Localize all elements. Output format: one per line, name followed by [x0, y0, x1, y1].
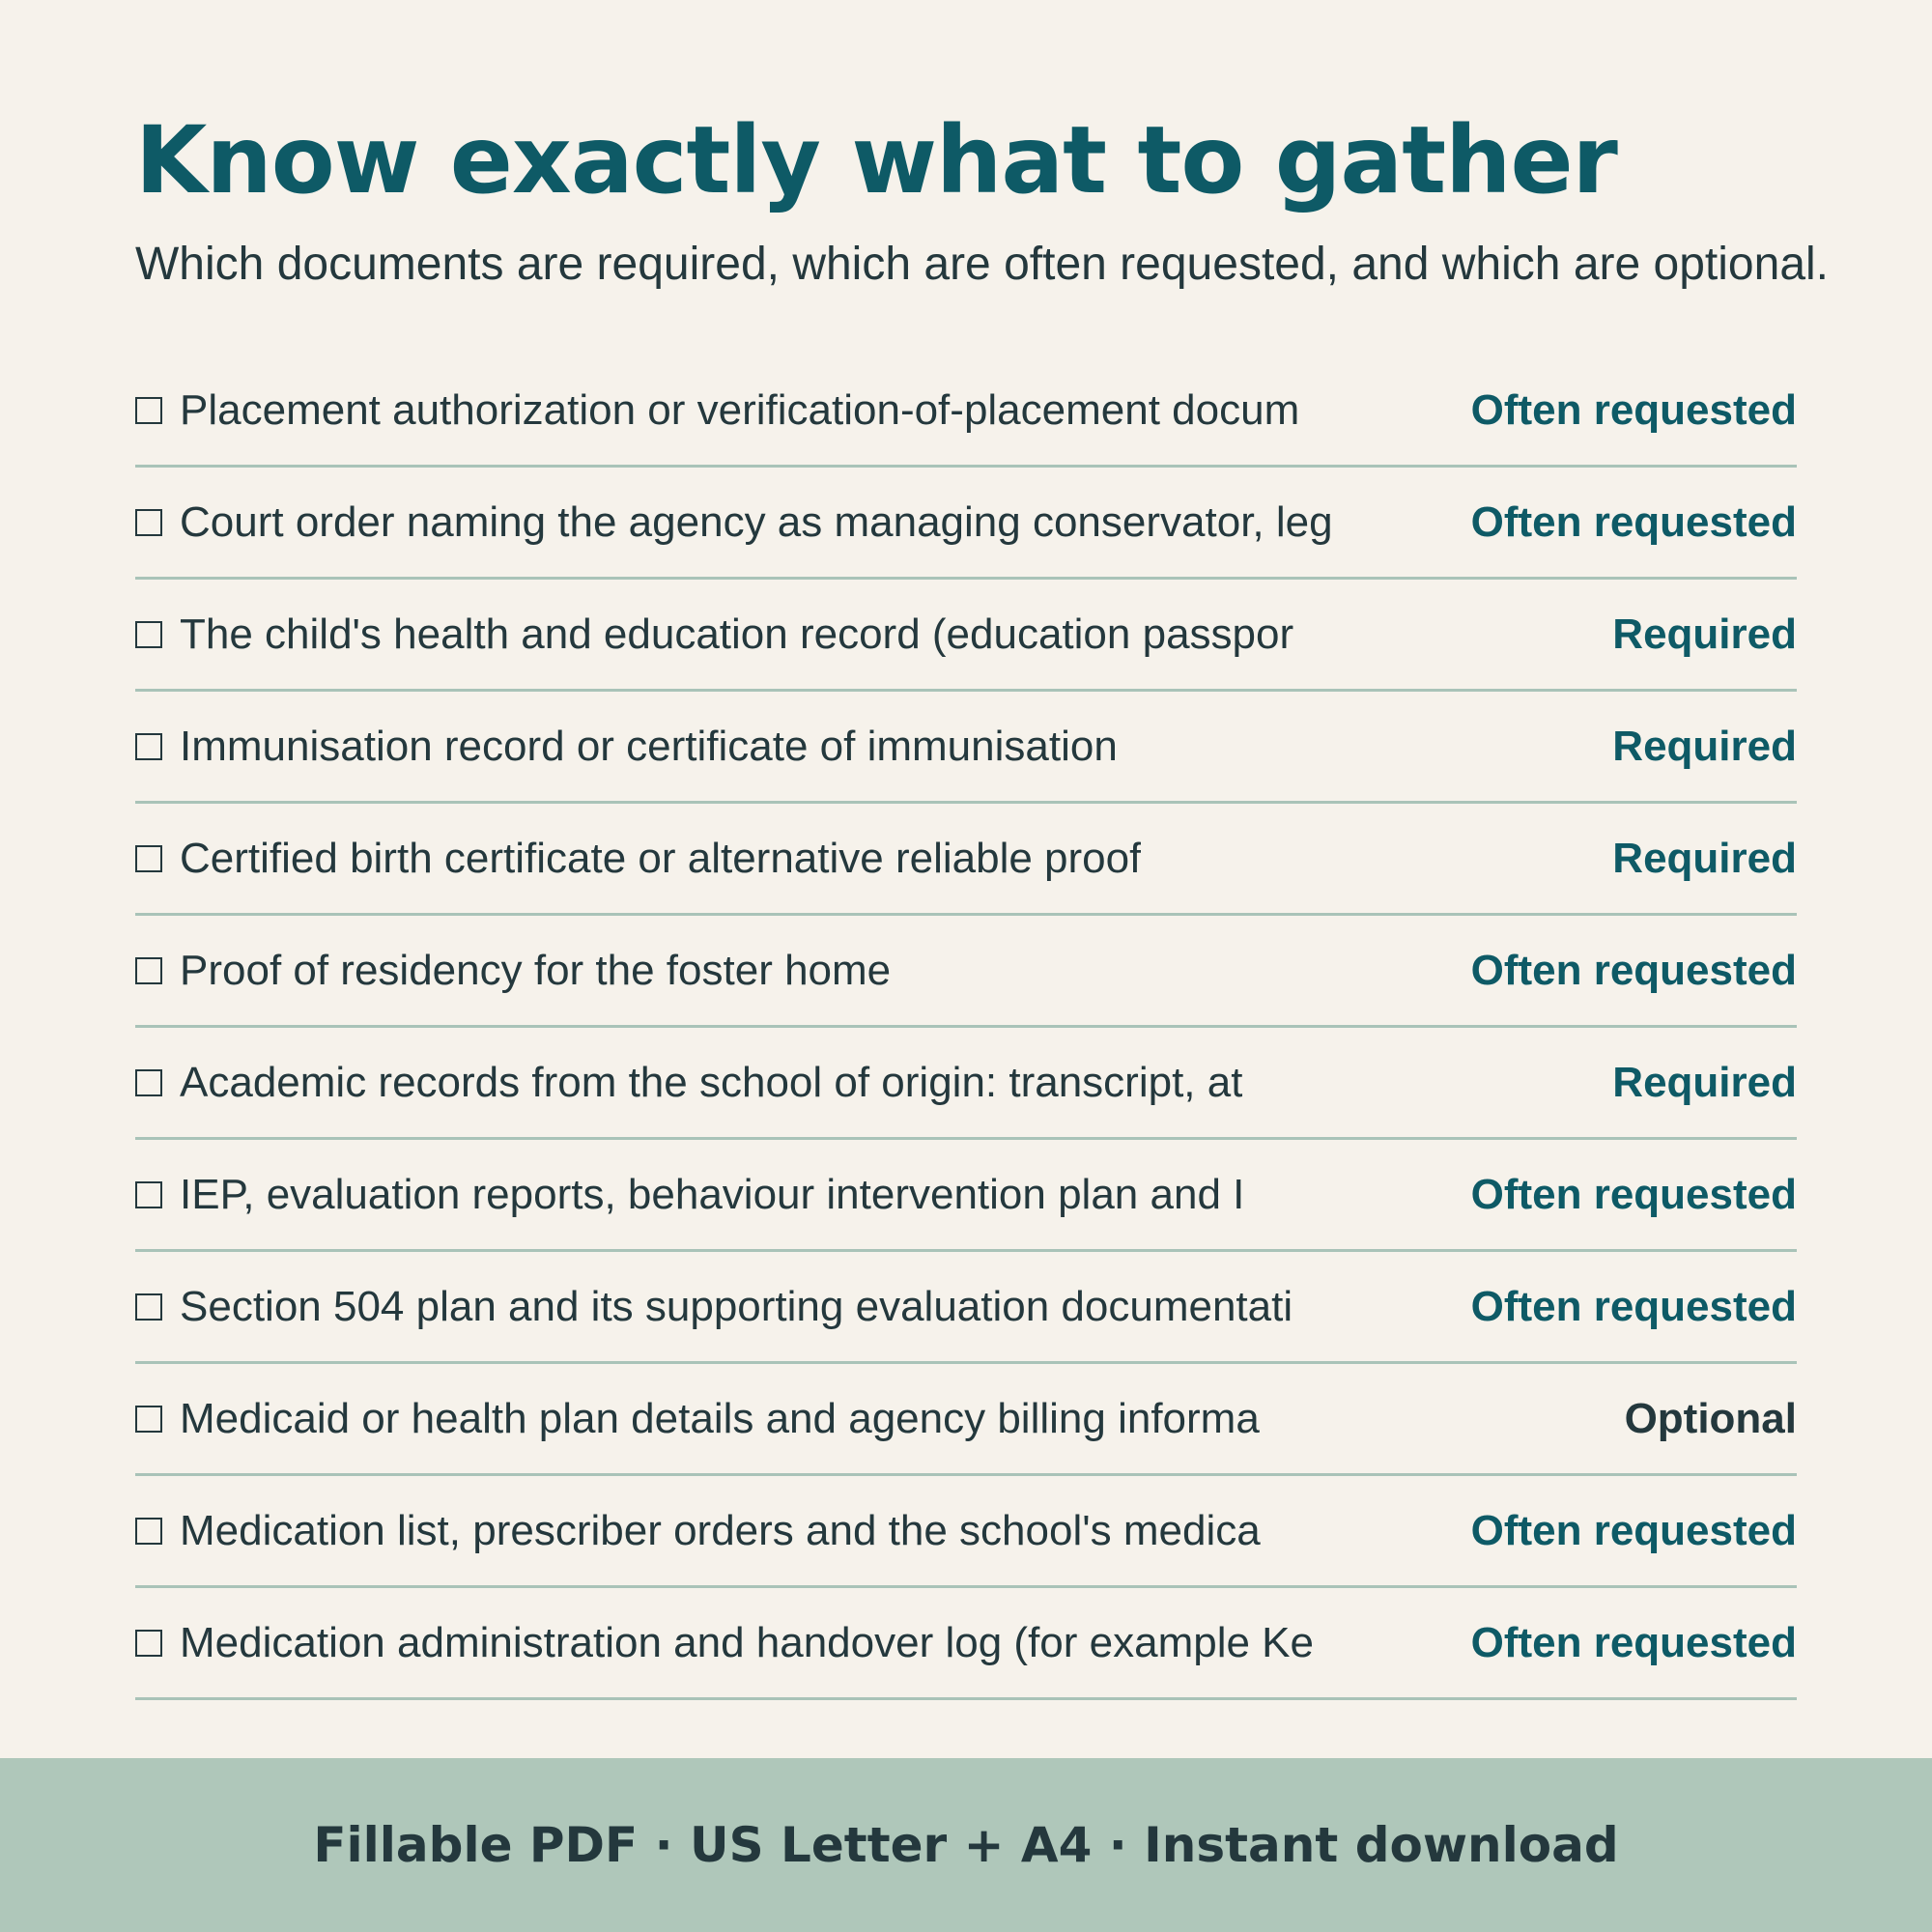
checklist-row: [135, 468, 1797, 580]
status-badge: Often requested: [1470, 385, 1797, 434]
checklist-item: [135, 386, 1448, 435]
checklist-row: [135, 355, 1797, 468]
checklist-row: [135, 1588, 1797, 1700]
checkbox-icon[interactable]: [135, 1630, 162, 1657]
checkbox-icon[interactable]: [135, 1293, 162, 1321]
document-checklist: [135, 355, 1797, 1700]
checklist-row: [135, 804, 1797, 916]
checklist-item: [135, 947, 1448, 995]
checklist-item-label: Court order naming the agency as managing conservator, leg: [180, 497, 1333, 546]
checklist-item-label: Proof of residency for the foster home: [180, 946, 892, 994]
checklist-row: [135, 692, 1797, 804]
status-badge: Required: [1612, 722, 1797, 770]
status-badge: Often requested: [1470, 1282, 1797, 1330]
checkbox-icon[interactable]: [135, 733, 162, 760]
page-title: Know exactly what to gather: [135, 106, 1617, 214]
checklist-row: [135, 1140, 1797, 1252]
checkbox-icon[interactable]: [135, 397, 162, 424]
checklist-item: [135, 498, 1448, 547]
checklist-item-label: Medicaid or health plan details and agency billing informa: [180, 1394, 1260, 1442]
checkbox-icon[interactable]: [135, 1069, 162, 1096]
checklist-item: [135, 1059, 1589, 1107]
checklist-item-label: Academic records from the school of origin: transcript, at: [180, 1058, 1243, 1106]
checklist-item-label: Certified birth certificate or alternative reliable proof: [180, 834, 1142, 882]
status-badge: Required: [1612, 610, 1797, 658]
checkbox-icon[interactable]: [135, 957, 162, 984]
status-badge: Optional: [1624, 1394, 1797, 1442]
checkbox-icon[interactable]: [135, 509, 162, 536]
status-badge: Often requested: [1470, 1170, 1797, 1218]
checklist-item: [135, 1283, 1448, 1331]
checklist-item: [135, 723, 1589, 771]
checkbox-icon[interactable]: [135, 845, 162, 872]
status-badge: Often requested: [1470, 497, 1797, 546]
status-badge: Often requested: [1470, 1506, 1797, 1554]
checklist-item: [135, 1395, 1602, 1443]
status-badge: Often requested: [1470, 1618, 1797, 1666]
checkbox-icon[interactable]: [135, 1181, 162, 1208]
checklist-item-label: Medication administration and handover log (for example Ke: [180, 1618, 1314, 1666]
status-badge: Required: [1612, 1058, 1797, 1106]
checklist-item: [135, 835, 1589, 883]
checklist-item: [135, 1507, 1448, 1555]
checklist-item: [135, 611, 1589, 659]
status-badge: Often requested: [1470, 946, 1797, 994]
checklist-row: [135, 1364, 1797, 1476]
checklist-item-label: Medication list, prescriber orders and the school's medica: [180, 1506, 1261, 1554]
footer-band: [0, 1758, 1932, 1932]
checklist-row: [135, 1252, 1797, 1364]
checklist-item-label: Placement authorization or verification-of-placement docum: [180, 385, 1300, 434]
status-badge: Required: [1612, 834, 1797, 882]
checklist-item: [135, 1171, 1448, 1219]
checklist-item-label: IEP, evaluation reports, behaviour intervention plan and I: [180, 1170, 1245, 1218]
checklist-item: [135, 1619, 1448, 1667]
checklist-row: [135, 916, 1797, 1028]
checkbox-icon[interactable]: [135, 621, 162, 648]
checkbox-icon[interactable]: [135, 1406, 162, 1433]
page-subtitle: Which documents are required, which are often requested, and which are optional.: [135, 239, 1830, 290]
footer-text: Fillable PDF · US Letter + A4 · Instant download: [313, 1817, 1619, 1873]
checklist-item-label: Section 504 plan and its supporting evaluation documentati: [180, 1282, 1293, 1330]
checklist-item-label: Immunisation record or certificate of immunisation: [180, 722, 1118, 770]
checklist-row: [135, 1028, 1797, 1140]
checklist-row: [135, 1476, 1797, 1588]
checkbox-icon[interactable]: [135, 1518, 162, 1545]
checklist-row: [135, 580, 1797, 692]
checklist-item-label: The child's health and education record (education passpor: [180, 610, 1294, 658]
